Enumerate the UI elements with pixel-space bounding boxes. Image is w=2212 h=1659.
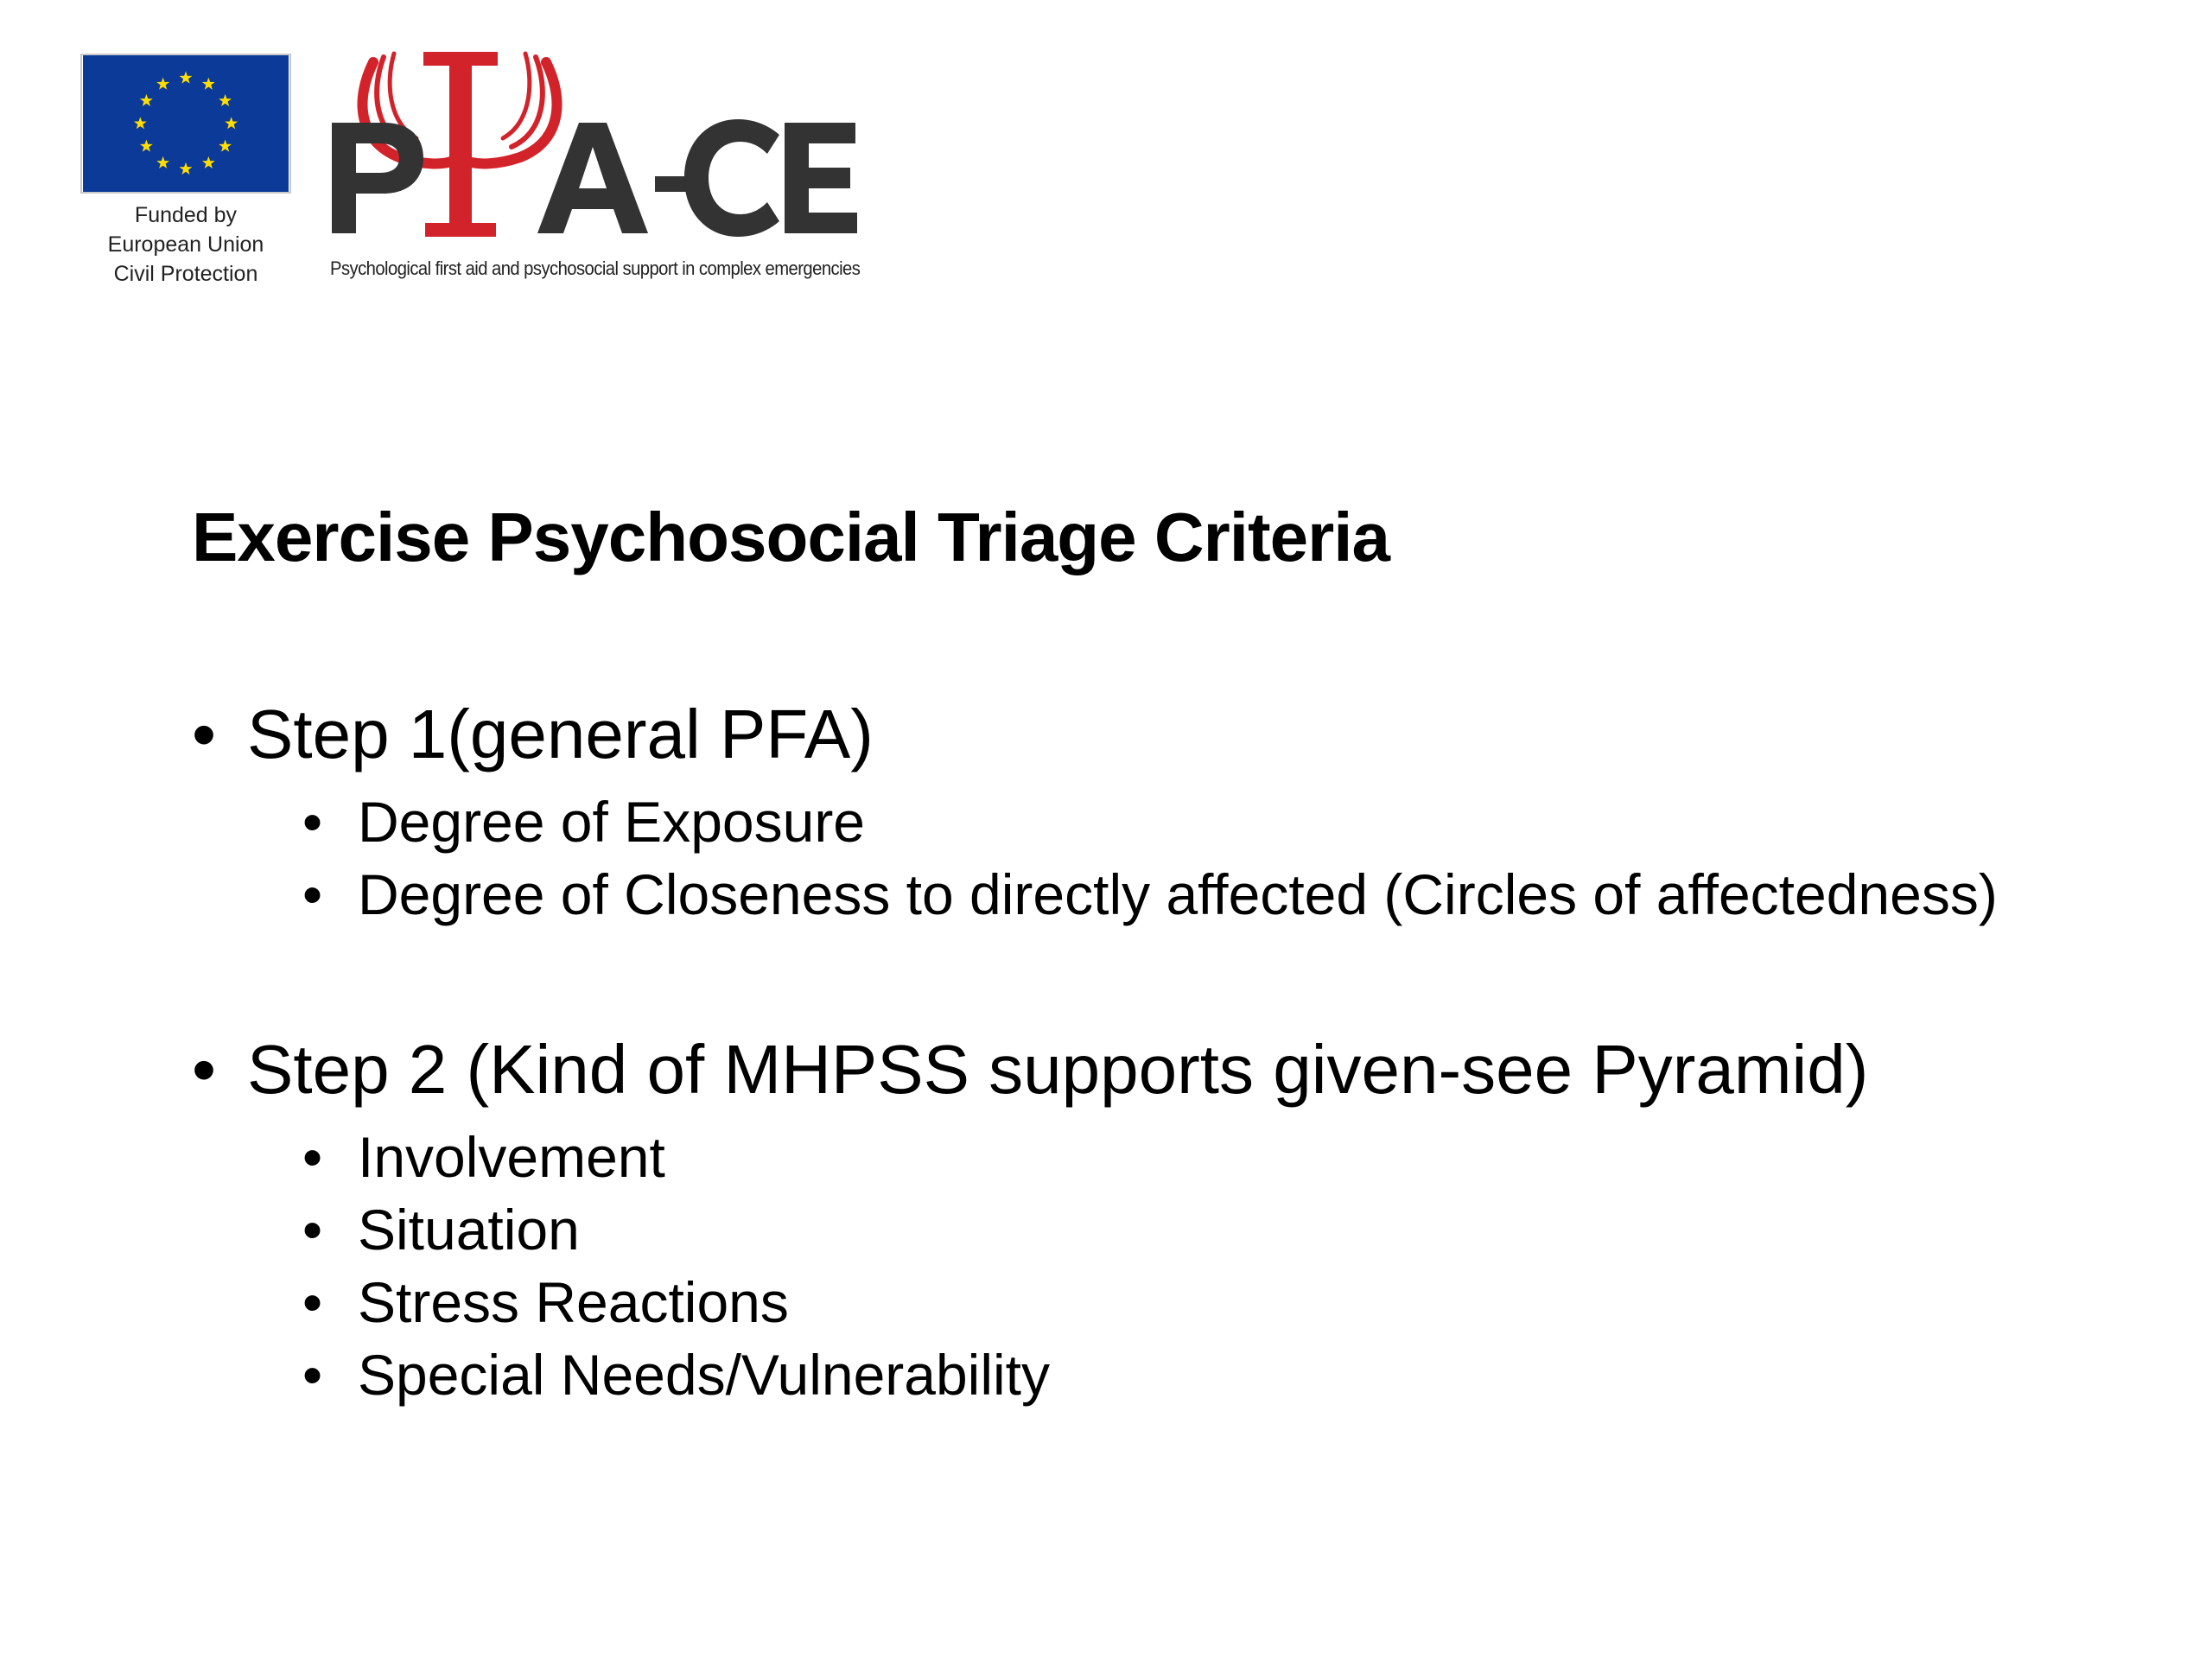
eu-caption-line-1: Funded by <box>134 203 238 227</box>
eu-funding-caption <box>78 200 294 289</box>
list-item-text: Involvement <box>358 1125 665 1189</box>
list-item <box>192 1125 2093 1189</box>
list-item <box>192 1343 2093 1407</box>
bullet-icon: • <box>302 1270 323 1334</box>
list-item <box>192 1270 2093 1334</box>
slide-content <box>192 691 2093 1407</box>
bullet-icon: • <box>302 1343 323 1407</box>
eu-flag-icon <box>80 54 291 194</box>
step-1 <box>192 691 2093 778</box>
bullet-icon: • <box>302 862 323 926</box>
slide-title: Exercise Psychosocial Triage Criteria <box>192 499 1390 575</box>
bullet-icon: • <box>192 1031 217 1108</box>
list-item <box>192 1198 2093 1262</box>
pyace-tagline: Psychological first aid and psychosocial support in complex emergencies <box>330 257 861 279</box>
bullet-icon: • <box>302 1198 323 1262</box>
step-2 <box>192 1027 2093 1113</box>
eu-caption-line-3: Civil Protection <box>113 262 258 286</box>
step-1-items <box>192 790 2093 926</box>
list-item <box>192 862 2093 926</box>
list-item-text: Degree of Closeness to directly affected (Circles of affectedness) <box>358 862 1998 926</box>
list-item-text: Degree of Exposure <box>358 790 866 854</box>
bullet-icon: • <box>302 1125 323 1189</box>
step-1-label: Step 1(general PFA) <box>247 696 874 772</box>
pyace-logo <box>321 45 861 252</box>
eu-caption-line-2: European Union <box>107 232 264 257</box>
bullet-icon: • <box>192 696 217 772</box>
list-item-text: Situation <box>358 1198 580 1262</box>
bullet-icon: • <box>302 790 323 854</box>
logo-header <box>0 0 950 311</box>
step-2-label: Step 2 (Kind of MHPSS supports given-see Pyramid) <box>247 1031 1869 1108</box>
list-item <box>192 790 2093 854</box>
list-item-text: Stress Reactions <box>358 1270 789 1334</box>
step-2-items <box>192 1125 2093 1407</box>
list-item-text: Special Needs/Vulnerability <box>358 1343 1050 1407</box>
